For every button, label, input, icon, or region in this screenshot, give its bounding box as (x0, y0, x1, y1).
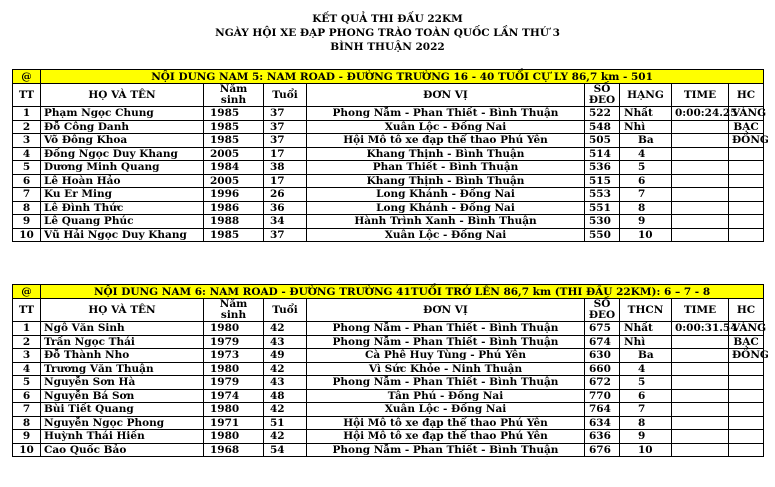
table-row (13, 403, 764, 417)
cell-bib: 630 (585, 349, 620, 363)
cell-time: 0:00:24.25 (672, 107, 729, 121)
cell-age: 36 (264, 201, 307, 215)
cell-bib: 770 (585, 389, 620, 403)
cell-age: 54 (264, 443, 307, 457)
cell-hc: BẠC (729, 335, 764, 349)
cell-hc (729, 228, 764, 242)
cell-hc (729, 188, 764, 202)
column-header: HC (729, 84, 764, 107)
column-header: ĐƠN VỊ (307, 299, 585, 322)
cell-year: 1986 (204, 201, 264, 215)
cell-name: Lê Quang Phúc (41, 215, 204, 229)
cell-age: 38 (264, 161, 307, 175)
cell-rank: 6 (620, 389, 672, 403)
cell-unit: Cà Phê Huy Tùng - Phú Yên (307, 349, 585, 363)
cell-tt: 7 (13, 403, 41, 417)
cell-hc: BẠC (729, 120, 764, 134)
cell-rank: Nhì (620, 335, 672, 349)
cell-hc (729, 389, 764, 403)
cell-name: Huỳnh Thái Hiền (41, 430, 204, 444)
table-row (13, 389, 764, 403)
cell-unit: Hành Trình Xanh - Bình Thuận (307, 215, 585, 229)
cell-year: 1985 (204, 120, 264, 134)
cell-rank: Nhất (620, 107, 672, 121)
cell-year: 1980 (204, 430, 264, 444)
cell-time (672, 147, 729, 161)
cell-rank: 7 (620, 188, 672, 202)
cell-time (672, 161, 729, 175)
table-row (13, 188, 764, 202)
cell-name: Lê Đình Thức (41, 201, 204, 215)
cell-unit: Phong Nẫm - Phan Thiết - Bình Thuận (307, 376, 585, 390)
cell-time (672, 443, 729, 457)
cell-bib: 636 (585, 430, 620, 444)
column-header: Tuổi (264, 84, 307, 107)
column-header: TT (13, 299, 41, 322)
cell-rank: 8 (620, 201, 672, 215)
cell-hc (729, 147, 764, 161)
cell-time (672, 349, 729, 363)
cell-bib: 672 (585, 376, 620, 390)
cell-age: 17 (264, 174, 307, 188)
cell-hc: ĐỒNG (729, 134, 764, 148)
cell-hc (729, 174, 764, 188)
column-header: Tuổi (264, 299, 307, 322)
cell-rank: 10 (620, 228, 672, 242)
table-row (13, 349, 764, 363)
column-header: ĐƠN VỊ (307, 84, 585, 107)
cell-age: 43 (264, 376, 307, 390)
table-row (13, 376, 764, 390)
doc-title-line2: NGÀY HỘI XE ĐẠP PHONG TRÀO TOÀN QUỐC LẦN THỨ 3 (215, 27, 560, 39)
table-row (13, 120, 764, 134)
cell-tt: 2 (13, 335, 41, 349)
cell-tt: 9 (13, 215, 41, 229)
section-marker: @ (13, 285, 41, 299)
table-row (13, 134, 764, 148)
cell-bib: 676 (585, 443, 620, 457)
cell-time (672, 362, 729, 376)
table-row (13, 215, 764, 229)
table-row (13, 335, 764, 349)
cell-hc (729, 376, 764, 390)
cell-tt: 9 (13, 430, 41, 444)
cell-hc (729, 430, 764, 444)
results-table-1 (12, 69, 769, 242)
table-row (13, 107, 764, 121)
cell-age: 42 (264, 430, 307, 444)
cell-year: 1985 (204, 228, 264, 242)
cell-year: 1968 (204, 443, 264, 457)
doc-title-line1: KẾT QUẢ THI ĐẤU 22KM (312, 13, 463, 25)
cell-bib: 674 (585, 335, 620, 349)
cell-unit: Khang Thịnh - Bình Thuận (307, 174, 585, 188)
cell-name: Đỗ Công Danh (41, 120, 204, 134)
section-title-row (13, 70, 764, 84)
table-row (13, 430, 764, 444)
column-header: Năm sinh (204, 299, 264, 322)
cell-age: 34 (264, 215, 307, 229)
cell-name: Nguyễn Bá Sơn (41, 389, 204, 403)
cell-unit: Hội Mô tô xe đạp thể thao Phú Yên (307, 134, 585, 148)
cell-bib: 515 (585, 174, 620, 188)
cell-age: 37 (264, 120, 307, 134)
table-row (13, 201, 764, 215)
cell-tt: 4 (13, 147, 41, 161)
cell-rank: Ba (620, 349, 672, 363)
cell-year: 1979 (204, 335, 264, 349)
cell-bib: 634 (585, 416, 620, 430)
cell-rank: Nhì (620, 120, 672, 134)
cell-year: 1971 (204, 416, 264, 430)
cell-unit: Xuân Lộc - Đồng Nai (307, 403, 585, 417)
cell-rank: 8 (620, 416, 672, 430)
cell-name: Bùi Tiết Quang (41, 403, 204, 417)
column-header: HẠNG (620, 84, 672, 107)
cell-bib: 550 (585, 228, 620, 242)
cell-rank: 5 (620, 161, 672, 175)
cell-rank: 4 (620, 147, 672, 161)
column-header: HỌ VÀ TÊN (41, 299, 204, 322)
cell-unit: Tân Phú - Đồng Nai (307, 389, 585, 403)
cell-time (672, 376, 729, 390)
cell-unit: Vì Sức Khỏe - Ninh Thuận (307, 362, 585, 376)
cell-tt: 2 (13, 120, 41, 134)
cell-bib: 505 (585, 134, 620, 148)
cell-unit: Phan Thiết - Bình Thuận (307, 161, 585, 175)
cell-tt: 8 (13, 201, 41, 215)
cell-year: 1980 (204, 362, 264, 376)
table-row (13, 228, 764, 242)
cell-name: Võ Đông Khoa (41, 134, 204, 148)
cell-time (672, 403, 729, 417)
cell-hc: VÀNG (729, 322, 764, 336)
cell-unit: Xuân Lộc - Đồng Nai (307, 120, 585, 134)
cell-year: 1985 (204, 134, 264, 148)
cell-time (672, 174, 729, 188)
cell-age: 43 (264, 335, 307, 349)
cell-age: 17 (264, 147, 307, 161)
column-header: Năm sinh (204, 84, 264, 107)
cell-hc: ĐỒNG (729, 349, 764, 363)
cell-unit: Phong Nẫm - Phan Thiết - Bình Thuận (307, 107, 585, 121)
column-header: THCN (620, 299, 672, 322)
cell-tt: 1 (13, 107, 41, 121)
table-row (13, 161, 764, 175)
cell-time: 0:00:31.54 (672, 322, 729, 336)
cell-bib: 536 (585, 161, 620, 175)
cell-tt: 5 (13, 161, 41, 175)
cell-time (672, 201, 729, 215)
cell-unit: Phong Nẫm - Phan Thiết - Bình Thuận (307, 443, 585, 457)
cell-hc (729, 362, 764, 376)
cell-unit: Khang Thịnh - Bình Thuận (307, 147, 585, 161)
column-header: HỌ VÀ TÊN (41, 84, 204, 107)
cell-hc (729, 416, 764, 430)
cell-hc (729, 443, 764, 457)
cell-year: 1988 (204, 215, 264, 229)
table-row (13, 443, 764, 457)
cell-bib: 530 (585, 215, 620, 229)
cell-hc (729, 201, 764, 215)
cell-unit: Long Khánh - Đồng Nai (307, 201, 585, 215)
cell-hc (729, 215, 764, 229)
cell-name: Phạm Ngọc Chung (41, 107, 204, 121)
cell-age: 51 (264, 416, 307, 430)
cell-tt: 10 (13, 228, 41, 242)
cell-time (672, 416, 729, 430)
cell-age: 37 (264, 134, 307, 148)
cell-bib: 514 (585, 147, 620, 161)
table-row (13, 147, 764, 161)
cell-tt: 1 (13, 322, 41, 336)
cell-name: Trần Ngọc Thái (41, 335, 204, 349)
cell-name: Lê Hoàn Hảo (41, 174, 204, 188)
cell-year: 1974 (204, 389, 264, 403)
cell-name: Nguyễn Ngọc Phong (41, 416, 204, 430)
cell-year: 2005 (204, 147, 264, 161)
cell-time (672, 120, 729, 134)
cell-rank: 10 (620, 443, 672, 457)
cell-rank: 9 (620, 215, 672, 229)
cell-year: 1980 (204, 403, 264, 417)
cell-unit: Long Khánh - Đồng Nai (307, 188, 585, 202)
cell-tt: 8 (13, 416, 41, 430)
cell-name: Ngô Văn Sinh (41, 322, 204, 336)
cell-tt: 6 (13, 389, 41, 403)
cell-tt: 10 (13, 443, 41, 457)
cell-year: 1996 (204, 188, 264, 202)
cell-name: Vũ Hải Ngọc Duy Khang (41, 228, 204, 242)
cell-year: 1979 (204, 376, 264, 390)
cell-age: 42 (264, 403, 307, 417)
cell-rank: Nhất (620, 322, 672, 336)
cell-age: 37 (264, 228, 307, 242)
table-row (13, 416, 764, 430)
column-header: TIME (672, 84, 729, 107)
cell-unit: Hội Mô tô xe đạp thể thao Phú Yên (307, 416, 585, 430)
cell-name: Trương Văn Thuận (41, 362, 204, 376)
cell-year: 1973 (204, 349, 264, 363)
cell-tt: 4 (13, 362, 41, 376)
cell-bib: 553 (585, 188, 620, 202)
table-row (13, 174, 764, 188)
table-row (13, 362, 764, 376)
cell-year: 2005 (204, 174, 264, 188)
cell-tt: 6 (13, 174, 41, 188)
cell-bib: 522 (585, 107, 620, 121)
column-header: SỐ ĐEO (585, 84, 620, 107)
cell-rank: 9 (620, 430, 672, 444)
doc-title-line3: BÌNH THUẬN 2022 (330, 41, 445, 53)
table-row (13, 322, 764, 336)
cell-name: Ku Er Ming (41, 188, 204, 202)
column-header: HC (729, 299, 764, 322)
cell-time (672, 215, 729, 229)
cell-hc (729, 403, 764, 417)
cell-time (672, 335, 729, 349)
cell-name: Dương Minh Quang (41, 161, 204, 175)
cell-unit: Xuân Lộc - Đồng Nai (307, 228, 585, 242)
cell-unit: Phong Nẫm - Phan Thiết - Bình Thuận (307, 322, 585, 336)
section-title: NỘI DUNG NAM 5: NAM ROAD - ĐƯỜNG TRƯỜNG 16 - 40 TUỔI CỰ LY 86,7 km - 501 (41, 70, 764, 84)
cell-tt: 5 (13, 376, 41, 390)
cell-bib: 551 (585, 201, 620, 215)
cell-rank: 7 (620, 403, 672, 417)
cell-rank: Ba (620, 134, 672, 148)
cell-bib: 548 (585, 120, 620, 134)
cell-name: Nguyễn Sơn Hà (41, 376, 204, 390)
cell-year: 1984 (204, 161, 264, 175)
results-table-2 (12, 284, 769, 457)
cell-age: 48 (264, 389, 307, 403)
cell-name: Cao Quốc Bảo (41, 443, 204, 457)
cell-age: 49 (264, 349, 307, 363)
section-marker: @ (13, 70, 41, 84)
cell-tt: 3 (13, 349, 41, 363)
cell-age: 42 (264, 362, 307, 376)
table-header-row (13, 299, 764, 322)
column-header: TIME (672, 299, 729, 322)
cell-tt: 3 (13, 134, 41, 148)
cell-year: 1985 (204, 107, 264, 121)
column-header: TT (13, 84, 41, 107)
cell-age: 26 (264, 188, 307, 202)
cell-age: 37 (264, 107, 307, 121)
column-header: SỐ ĐEO (585, 299, 620, 322)
cell-rank: 5 (620, 376, 672, 390)
cell-bib: 660 (585, 362, 620, 376)
cell-age: 42 (264, 322, 307, 336)
cell-time (672, 430, 729, 444)
cell-bib: 764 (585, 403, 620, 417)
cell-hc (729, 161, 764, 175)
cell-time (672, 134, 729, 148)
cell-name: Đồng Ngọc Duy Khang (41, 147, 204, 161)
cell-bib: 675 (585, 322, 620, 336)
cell-unit: Phong Nẫm - Phan Thiết - Bình Thuận (307, 335, 585, 349)
cell-tt: 7 (13, 188, 41, 202)
cell-unit: Hội Mô tô xe đạp thể thao Phú Yên (307, 430, 585, 444)
cell-name: Đỗ Thành Nho (41, 349, 204, 363)
cell-year: 1980 (204, 322, 264, 336)
cell-rank: 4 (620, 362, 672, 376)
cell-rank: 6 (620, 174, 672, 188)
cell-hc: VÀNG (729, 107, 764, 121)
table-header-row (13, 84, 764, 107)
section-title-row (13, 285, 764, 299)
section-title: NỘI DUNG NAM 6: NAM ROAD - ĐƯỜNG TRƯỜNG 41TUỔI TRỞ LÊN 86,7 km (THI ĐẤU 22KM): 6 – 7 - 8 (41, 285, 764, 299)
cell-time (672, 389, 729, 403)
cell-time (672, 188, 729, 202)
cell-time (672, 228, 729, 242)
